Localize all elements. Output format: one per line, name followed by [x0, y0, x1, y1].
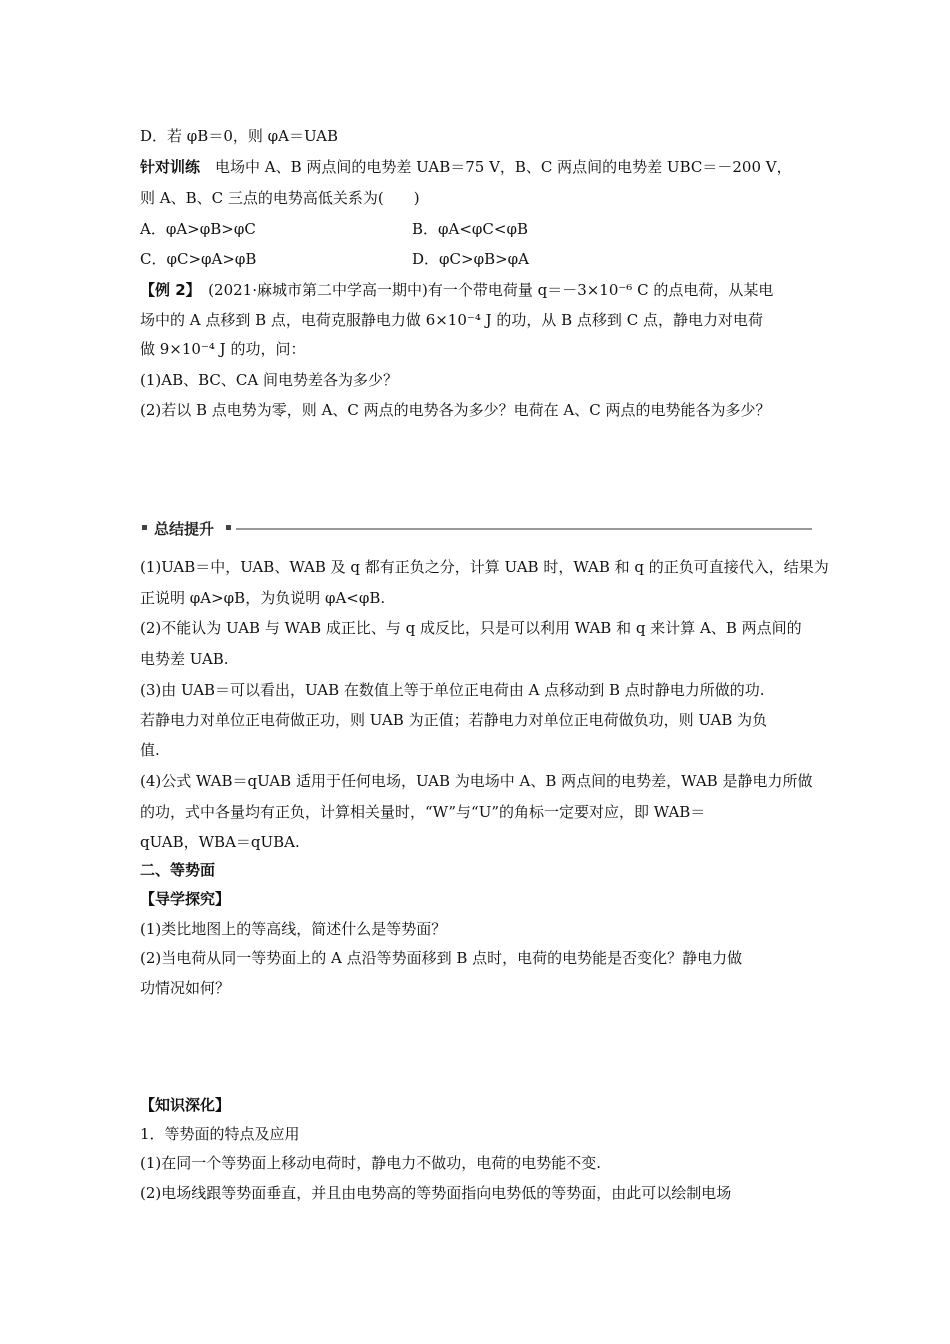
example-line-3: 做 9×10⁻⁴ J 的功，问： — [140, 340, 306, 358]
option-b: B．φA<φC<φB — [412, 220, 529, 238]
square-icon — [226, 525, 231, 530]
example-label: 【例 2】 — [140, 281, 194, 299]
summary-line-5: (3)由 UAB＝可以看出，UAB 在数值上等于单位正电荷由 A 点移动到 B 点时静电力所做的功. — [140, 681, 765, 699]
summary-header — [140, 518, 812, 540]
summary-line-8: (4)公式 WAB＝qUAB 适用于任何电场，UAB 为电场中 A、B 两点间的电势差，WAB 是静电力所做 — [140, 772, 813, 790]
option-d: D．φC>φB>φA — [412, 250, 530, 268]
deepening-item-1: 1．等势面的特点及应用 — [140, 1125, 300, 1143]
deepening-line-1: (1)在同一个等势面上移动电荷时，静电力不做功，电荷的电势能不变. — [140, 1154, 602, 1172]
practice-label: 针对训练 — [140, 158, 201, 176]
deepening-heading: 【知识深化】 — [140, 1096, 231, 1114]
guide-heading: 【导学探究】 — [140, 890, 231, 908]
summary-line-3: (2)不能认为 UAB 与 WAB 成正比、与 q 成反比，只是可以利用 WAB 和 q 来计算 A、B 两点间的 — [140, 619, 802, 637]
practice-line — [140, 157, 792, 177]
option-c: C．φC>φA>φB — [140, 250, 257, 268]
square-icon — [142, 525, 147, 530]
example-line — [140, 280, 773, 300]
summary-title: 总结提升 — [154, 520, 215, 538]
deepening-line-2: (2)电场线跟等势面垂直，并且由电势高的等势面指向电势低的等势面，由此可以绘制电场 — [140, 1184, 732, 1202]
summary-line-7: 值. — [140, 741, 160, 759]
example-text: (2021·麻城市第二中学高一期中)有一个带电荷量 q＝－3×10⁻⁶ C 的点电荷，从某电 — [193, 281, 774, 299]
summary-line-10: qUAB，WBA＝qUBA. — [140, 833, 300, 851]
example-line-2: 场中的 A 点移到 B 点，电荷克服静电力做 6×10⁻⁴ J 的功，从 B 点移到 C 点，静电力对电荷 — [140, 311, 763, 329]
question-1: (1)AB、BC、CA 间电势差各为多少？ — [140, 371, 398, 389]
summary-line-9: 的功，式中各量均有正负，计算相关量时，“W”与“U”的角标一定要对应，即 WAB＝ — [140, 803, 706, 821]
guide-question-1: (1)类比地图上的等高线，简述什么是等势面？ — [140, 920, 447, 938]
practice-text: 电场中 A、B 两点间的电势差 UAB＝75 V，B、C 两点间的电势差 UBC＝－200 V， — [200, 158, 792, 176]
summary-line-2: 正说明 φA>φB，为负说明 φA<φB. — [140, 589, 386, 607]
summary-line-6: 若静电力对单位正电荷做正功，则 UAB 为正值；若静电力对单位正电荷做负功，则 UAB 为负 — [140, 711, 768, 729]
summary-line-1: (1)UAB＝中，UAB、WAB 及 q 都有正负之分，计算 UAB 时，WAB 和 q 的正负可直接代入，结果为 — [140, 558, 829, 576]
divider-line — [236, 528, 812, 530]
guide-question-2: (2)当电荷从同一等势面上的 A 点沿等势面移到 B 点时，电荷的电势能是否变化？静电力做 — [140, 949, 743, 967]
option-a: A．φA>φB>φC — [140, 220, 256, 238]
question-2: (2)若以 B 点电势为零，则 A、C 两点的电势各为多少？电荷在 A、C 两点的电势能各为多少？ — [140, 401, 771, 419]
section-heading: 二、等势面 — [140, 861, 216, 879]
practice-line-2: 则 A、B、C 三点的电势高低关系为( ) — [140, 189, 420, 207]
guide-question-2b: 功情况如何？ — [140, 979, 231, 997]
summary-line-4: 电势差 UAB. — [140, 650, 229, 668]
option-d-line: D．若 φB＝0，则 φA＝UAB — [140, 127, 339, 145]
